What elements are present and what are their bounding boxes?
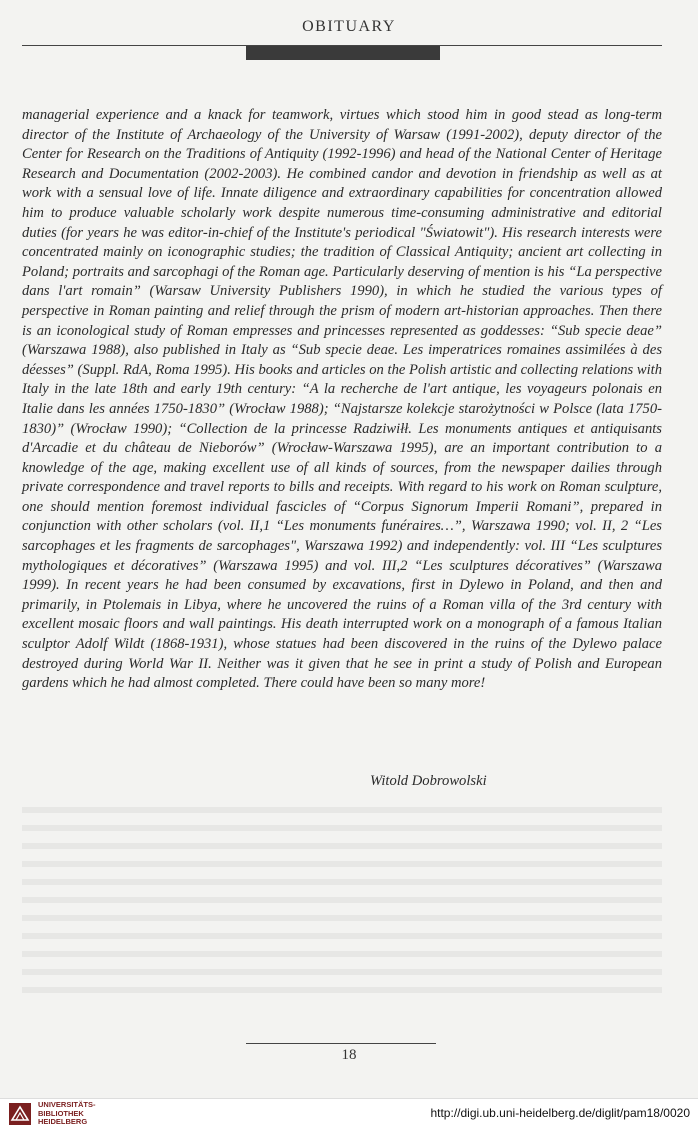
obituary-body-text: managerial experience and a knack for teamwork, virtues which stood him in good stead as long-term director of the Institute of Archaeology of the University of Warsaw (1991-2002), deputy director of the Center for Research on the Traditions of Antiquity (1992-1996) and head of the National Center of Heritage Research and Documentation (2002-2003). He combined candor and devotion in friendship as well as at work with a sensual love of life. Innate diligence and extraordinary capabilities for concentration allowed him to produce valuable scholarly work despite numerous time-consuming administrative and editorial duties (for years he was editor-in-chief of the Institute's periodical "Światowit"). His research interests were concentrated mainly on iconographic studies; the tradition of Classical Antiquity; ancient art collecting in Poland; portraits and sarcophagi of the Roman age. Particularly deserving of mention is his “La perspective dans l'art romain” (Warsaw University Publishers 1990), in which he studied the various types of perspective in Roman painting and relief through the prism of modern art-historian approaches. Then there is an iconological study of Roman empresses and princesses represented as goddesses: “Sub specie deae” (Warszawa 1988), also published in Italy as “Sub specie deae. Les imperatrices romaines assimilées à des déesses” (Suppl. RdA, Roma 1995). His books and articles on the Polish artistic and collecting relations with Italy in the late 18th and early 19th century: “A la recherche de l'art antique, les voyageurs polonais en Italie dans les années 1750-1830” (Wrocław 1988); “Najstarsze kolekcje starożytności w Polsce (lata 1750-1830)” (Wrocław 1990); “Collection de la princesse Radziwiłł. Les monuments antiques et antiquisants d'Arcadie et du château de Nieborów” (Wrocław-Warszawa 1995), are an important contribution to a knowledge of the age, making excellent use of all kinds of sources, from the newspaper dailies through private correspondence and travel reports to bills and receipts. With regard to his work on Roman sculpture, one should mention foremost individual fascicles of “Corpus Signorum Imperii Romani”, prepared in conjunction with other scholars (vol. II,1 “Les monuments funéraires…”, Warszawa 1990; vol. II, 2 “Les sarcophages et les fragments de sarcophages", Warszawa 1992) and independently: vol. III “Les sculptures mythologiques et décoratives” (Warszawa 1995) and vol. III,2 “Les sculptures décoratives” (Warszawa 1999). In recent years he had been consumed by excavations, first in Dylewo in Poland, and then and primarily, in Ptolemais in Libya, where he uncovered the ruins of a Roman villa of the 3rd century with excellent mosaic floors and wall paintings. His death interrupted work on a monograph of a famous Italian sculptor Adolf Wildt (1868-1931), whose statues had been discovered in the ruins of the Dylewo palace destroyed during World War II. Neither was it given that he see in print a study of Polish and European gardens which he had almost completed. There could have been so many more! [22,107,662,692]
show-through-texture [22,795,662,995]
page-number: 18 [341,1047,357,1063]
library-name [38,1101,96,1127]
source-url-link[interactable]: http://digi.ub.uni-heidelberg.de/diglit/pam18/0020 [430,1106,690,1120]
library-name-line-2: BIBLIOTHEK [38,1108,84,1118]
author-signature: Witold Dobrowolski [370,773,487,789]
library-name-line-1: UNIVERSITÄTS- [38,1100,96,1109]
footer-rule [246,1043,436,1044]
running-header-title: OBITUARY [302,18,396,35]
university-seal-icon [8,1102,32,1126]
header-decorative-bar [246,46,440,60]
library-name-line-3: HEIDELBERG [38,1117,88,1126]
